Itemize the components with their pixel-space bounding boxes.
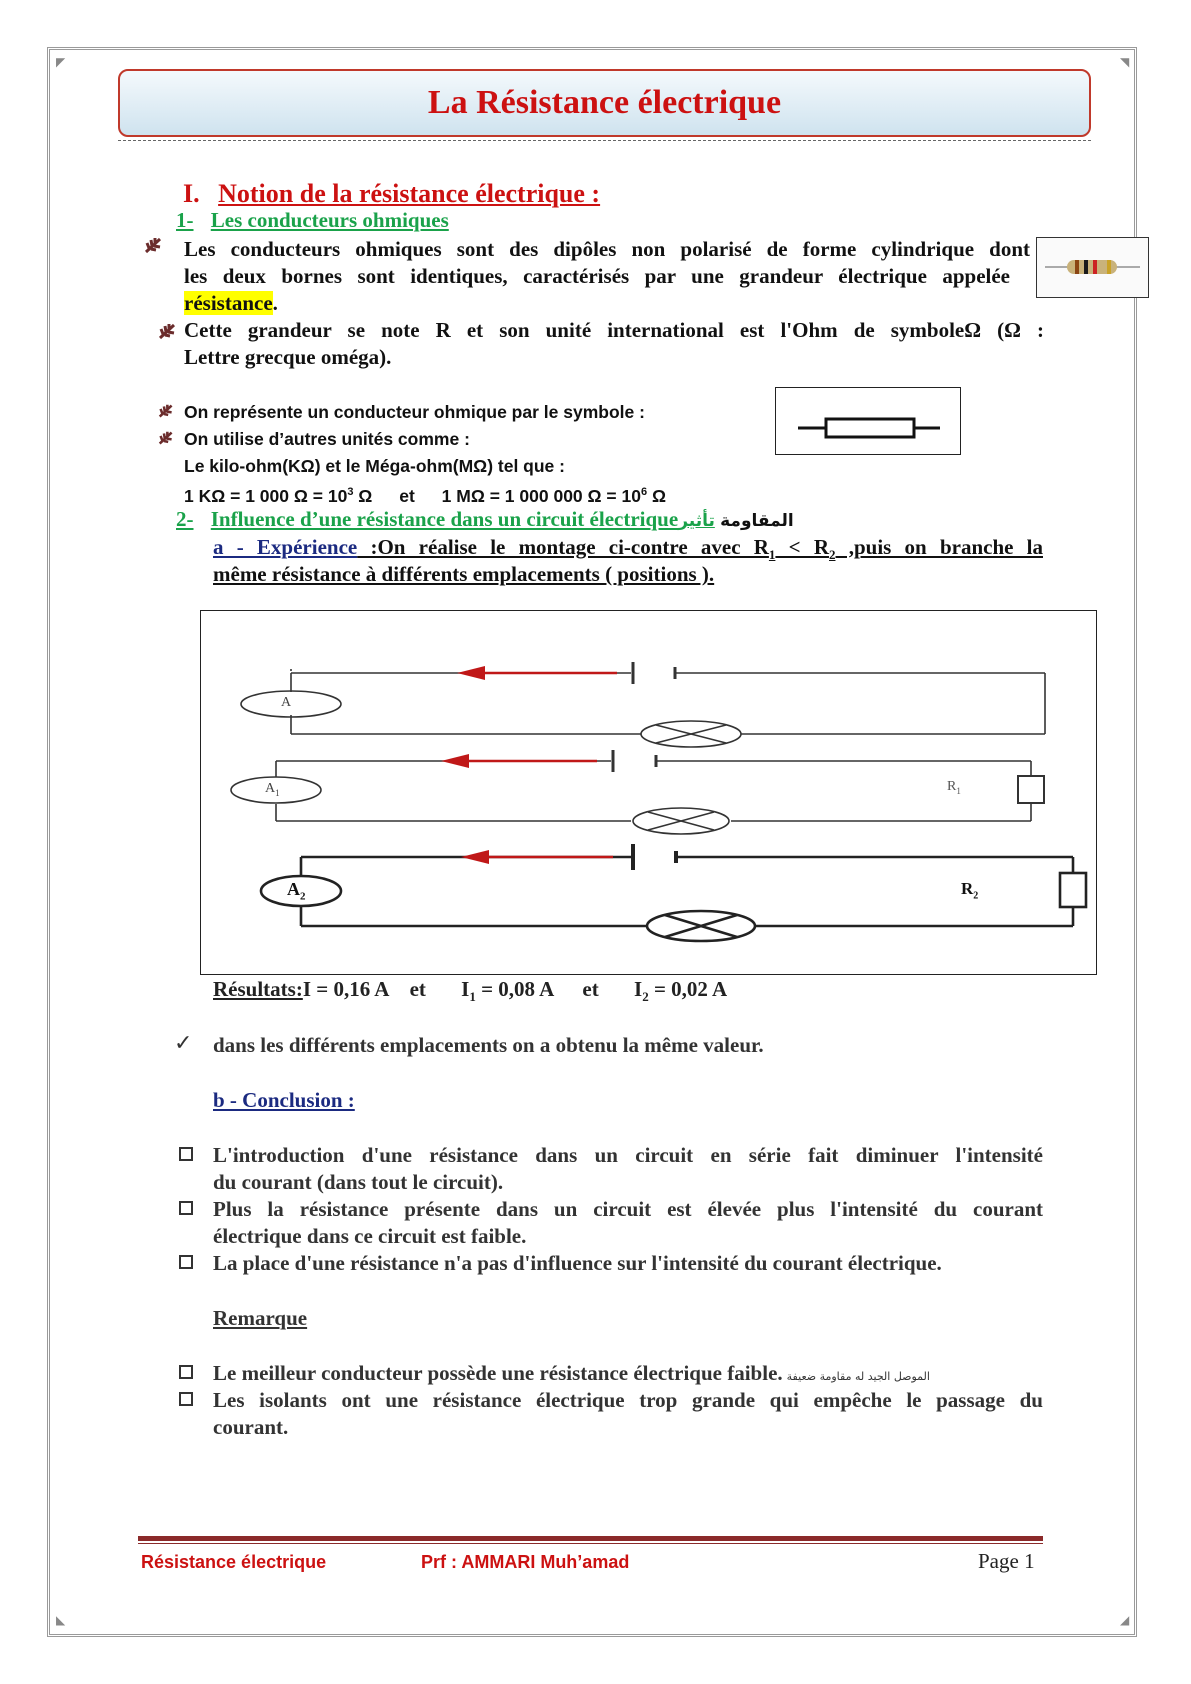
circuit-2 [231,750,1044,834]
conclusion-1-line-2: du courant (dans tout le circuit). [213,1170,504,1194]
conclusion-1-line-1: L'introduction d'une résistance dans un circuit en série fait diminuer l'intensité [213,1143,1043,1167]
experiment-text-end: ,puis on branche la [835,535,1043,559]
resistor-symbol-icon [776,388,959,453]
footer-rule-thin [138,1543,1043,1544]
subsection-2-arabic-2: تأثير [678,511,715,531]
subsection-2-title: Influence d’une résistance dans un circuit électrique [210,507,679,531]
paragraph-2-line-1: Cette grandeur se note R et son unité international est l'Ohm de symboleΩ (Ω : [184,318,1044,342]
footer-rule-thick [138,1536,1043,1541]
r2-subscript: 2 [829,547,836,563]
result-i2-value: = 0,02 A [648,977,728,1001]
result-i1-symbol: I [461,977,470,1001]
checkbox-icon [179,1365,193,1379]
paragraph-1-line-2: les deux bornes sont identiques, caractérisés par une grandeur électrique appelée [184,264,1010,288]
remarque-1-arabic: الموصل الجيد له مقاومة ضعيفة [786,1370,930,1383]
experiment-lt: < R [775,535,829,559]
circuit-diagram [200,610,1097,975]
remarque-2-line-1: Les isolants ont une résistance électrique trop grande qui empêche le passage du [213,1388,1043,1412]
leaf-bullet-icon [158,322,178,342]
remarque-1 [213,1360,930,1390]
results-line [213,976,727,1010]
leaf-bullet-icon [158,430,175,447]
conclusion-3: La place d'une résistance n'a pas d'influence sur l'intensité du courant électrique. [213,1251,942,1275]
r1-label [947,779,961,796]
highlight-resistance: résistance [184,291,273,315]
experiment-line-2: même résistance à différents emplacements ( positions ). [213,562,715,586]
r2-label [961,879,978,901]
r2-text: R [961,879,974,898]
subsection-1-title: Les conducteurs ohmiques [210,208,449,232]
units-definition: Le kilo-ohm(KΩ) et le Méga-ohm(MΩ) tel que : [184,456,565,476]
corner-mark-top-right: ◥ [1120,55,1130,69]
experiment-label: a - Expérience [213,535,358,559]
checkmark-icon: ✓ [174,1031,193,1056]
leaf-bullet-icon [158,403,175,420]
experiment-text: :On réalise le montage ci-contre avec R [357,535,769,559]
results-et-2: et [582,977,599,1001]
ammeter-a1-sub: 1 [275,787,280,798]
resistor-photo [1036,237,1149,298]
ammeter-a2-text: A [287,879,300,899]
subsection-1-number: 1- [176,208,194,232]
ammeter-a-label [281,695,291,711]
corner-mark-bottom-left: ◣ [56,1613,66,1627]
resistor-symbol-box [775,387,961,455]
conclusion-2-line-2: électrique dans ce circuit est faible. [213,1224,527,1248]
footer-title: Résistance électrique [141,1552,327,1572]
result-i1 [461,977,554,1005]
ammeter-a1-text: A [265,781,276,796]
paragraph-2-line-2: Lettre grecque oméga). [184,345,392,369]
mohm-exponent: 6 [640,486,648,498]
title-banner [118,69,1091,137]
subsection-2-heading [176,506,794,535]
footer-page-number: Page 1 [978,1549,1035,1573]
resistor-image-icon [1037,238,1148,297]
r1-text: R [947,779,957,794]
corner-mark-top-left: ◤ [56,55,66,69]
results-et-1: et [409,977,426,1001]
result-i2 [634,977,728,1005]
section-1-number: I. [183,179,200,208]
circuit-1 [241,662,1045,747]
result-i1-sub: 1 [469,989,476,1005]
checkbox-icon [179,1255,193,1269]
result-i2-sub: 2 [642,989,649,1005]
r1-subscript: 1 [768,547,776,563]
section-1-title: Notion de la résistance électrique : [218,179,601,208]
subsection-2-arabic-1: المقاومة [720,511,794,531]
results-label: Résultats: [213,977,303,1001]
result-i2-symbol: I [634,977,643,1001]
subsection-2-number: 2- [176,507,194,531]
circuits-svg [201,611,1095,973]
conclusion-2-line-1: Plus la résistance présente dans un circuit est élevée plus l'intensité du courant [213,1197,1043,1221]
result-i: I = 0,16 A [302,977,389,1001]
ammeter-a-text: A [281,695,292,710]
corner-mark-bottom-right: ◢ [1120,1613,1130,1627]
kohm-equation: 1 KΩ = 1 000 Ω = 10 [184,485,348,506]
result-i1-value: = 0,08 A [475,977,554,1001]
units-et: et [399,485,415,506]
remarque-label: Remarque [213,1306,308,1330]
page-title: La Résistance électrique [427,84,782,121]
conclusion-label: b - Conclusion : [213,1088,355,1112]
footer-author: Prf : AMMARI Muh’amad [421,1552,630,1572]
kohm-unit: Ω [353,485,373,506]
symbol-text: On représente un conducteur ohmique par le symbole : [184,402,645,422]
remarque-1-text: Le meilleur conducteur possède une résistance électrique faible. [213,1361,783,1385]
mohm-unit: Ω [647,485,666,506]
remarque-2-line-2: courant. [213,1415,289,1439]
paragraph-1-period: . [272,291,278,315]
leaf-bullet-icon [144,236,164,256]
section-1-heading [183,178,600,210]
checkbox-icon [179,1392,193,1406]
checkbox-icon [179,1201,193,1215]
subsection-1-heading [176,207,449,234]
ammeter-a1-label [265,781,280,798]
r2-sub: 2 [973,890,979,902]
units-text: On utilise d’autres unités comme : [184,429,470,449]
title-divider [118,140,1091,141]
ammeter-a2-sub: 2 [300,890,306,903]
current-arrow-1-head [457,666,485,680]
check-observation: dans les différents emplacements on a obtenu la même valeur. [213,1033,764,1057]
paragraph-1-line-3 [184,290,278,317]
r1-sub: 1 [956,785,961,796]
ammeter-a2-label [287,879,306,903]
paragraph-1-line-1: Les conducteurs ohmiques sont des dipôles non polarisé de forme cylindrique dont [184,237,1030,261]
current-arrow-2-head [441,754,469,768]
kohm-exponent: 3 [347,486,354,498]
checkbox-icon [179,1147,193,1161]
current-arrow-3-head [461,850,489,864]
mohm-equation: 1 MΩ = 1 000 000 Ω = 10 [441,485,641,506]
